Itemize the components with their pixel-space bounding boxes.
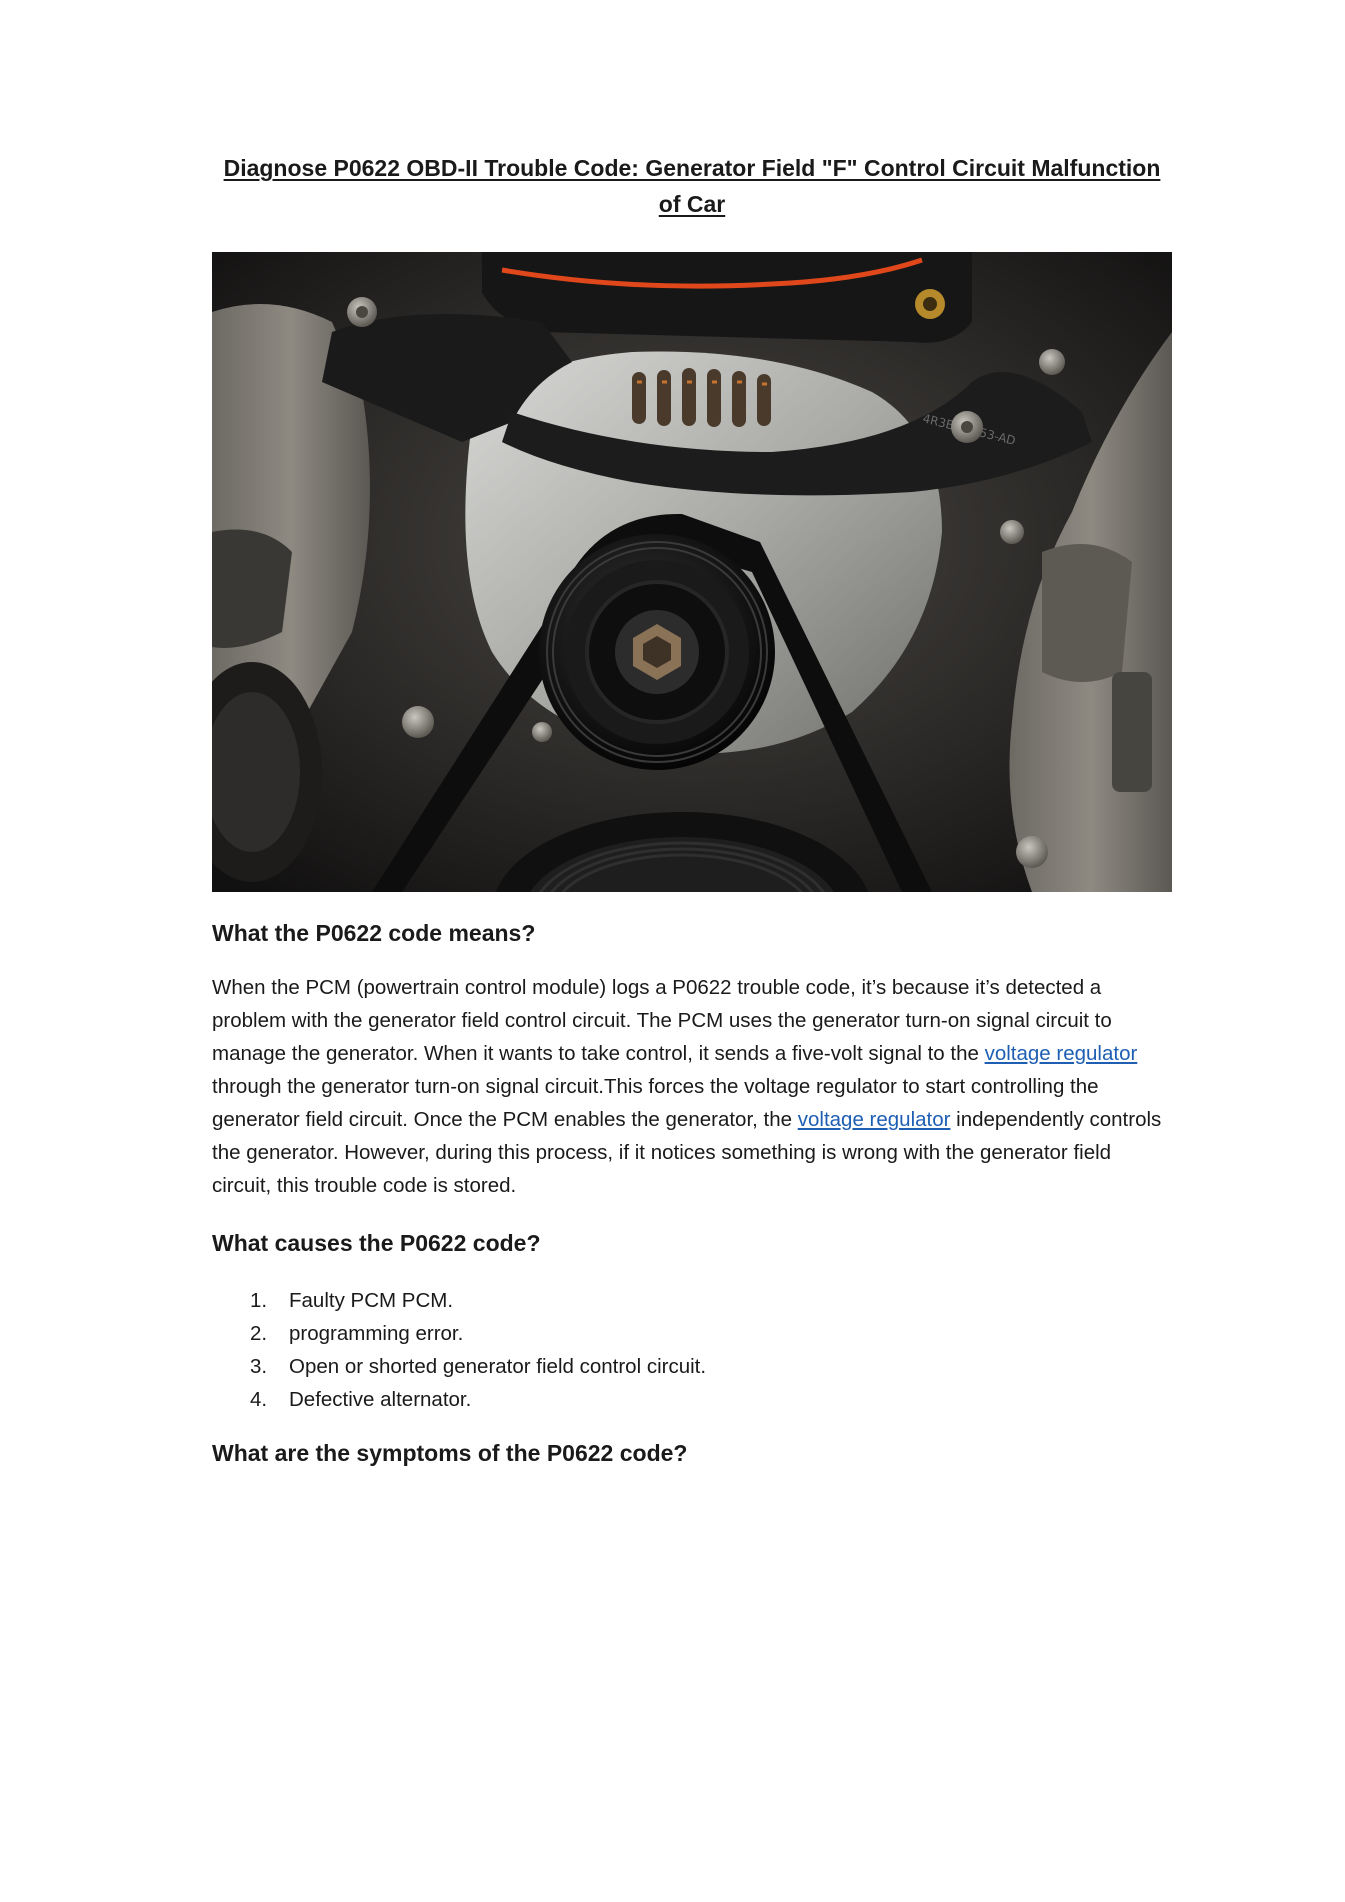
section-heading-meaning: What the P0622 code means? bbox=[212, 920, 536, 946]
section-heading-symptoms: What are the symptoms of the P0622 code? bbox=[212, 1440, 688, 1466]
list-item bbox=[212, 1317, 1172, 1350]
list-number: 4. bbox=[250, 1388, 268, 1411]
section-heading-causes: What causes the P0622 code? bbox=[212, 1230, 541, 1256]
list-item bbox=[212, 1350, 1172, 1383]
list-item-text: programming error. bbox=[289, 1322, 464, 1345]
voltage-regulator-link-1[interactable]: voltage regulator bbox=[984, 1042, 1138, 1065]
engine-alternator-photo bbox=[212, 252, 1172, 892]
document-page bbox=[212, 150, 1172, 1468]
causes-list bbox=[212, 1284, 1172, 1416]
meaning-paragraph bbox=[212, 971, 1172, 1202]
list-number: 1. bbox=[250, 1289, 268, 1312]
list-item-text: Defective alternator. bbox=[289, 1388, 472, 1411]
meaning-text-3: independently controls the generator. However, during this process, if it notices something is wrong with the generator field circuit, this trouble code is stored. bbox=[212, 1108, 1162, 1197]
list-number: 2. bbox=[250, 1322, 268, 1345]
meaning-text-2: through the generator turn-on signal circuit.This forces the voltage regulator to start controlling the generator field circuit. Once the PCM enables the generator, the bbox=[212, 1075, 1099, 1131]
list-item bbox=[212, 1383, 1172, 1416]
list-item bbox=[212, 1284, 1172, 1317]
list-item-text: Open or shorted generator field control circuit. bbox=[289, 1355, 707, 1378]
meaning-text-1: When the PCM (powertrain control module) logs a P0622 trouble code, it’s because it’s detected a problem with the generator field control circuit. The PCM uses the generator turn-on signal circuit to manage the generator. When it wants to take control, it sends a five-volt signal to the bbox=[212, 976, 1112, 1065]
voltage-regulator-link-2[interactable]: voltage regulator bbox=[797, 1108, 951, 1131]
list-item-text: Faulty PCM PCM. bbox=[289, 1289, 454, 1312]
list-number: 3. bbox=[250, 1355, 268, 1378]
document-title: Diagnose P0622 OBD-II Trouble Code: Generator Field "F" Control Circuit Malfunction of Car bbox=[223, 155, 1161, 217]
